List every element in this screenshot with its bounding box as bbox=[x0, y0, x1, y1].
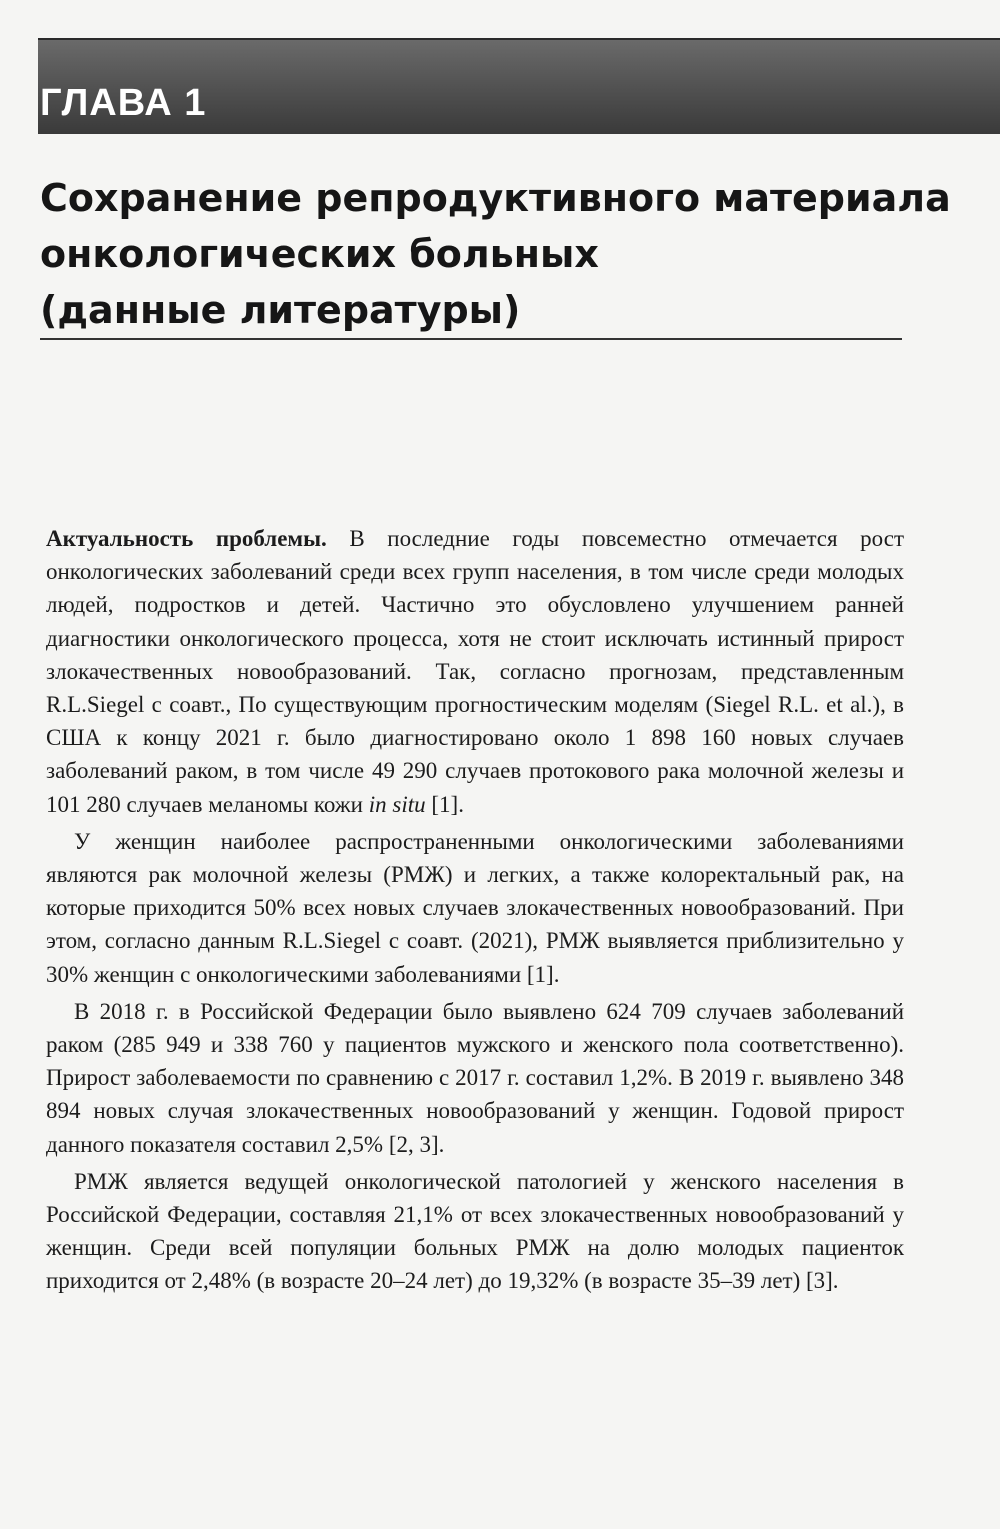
paragraph-1-text-a: В последние годы повсеместно отмечается рост онкологических заболеваний среди всех групп населения, в том числе среди молодых людей, подростков и детей. Частично это обусловлено улучшением ранней диагностики онкологического процесса, хотя не стоит исключать истинный прирост злокачественных новообразований. Так, согласно прогнозам, представленным R.L.Siegel с соавт., По существующим прогностическим моделям (Siegel R.L. et al.), в США к концу 2021 г. было диагностировано около 1 898 160 новых случаев заболеваний раком, в том числе 49 290 случаев протокового рака молочной железы и 101 280 случаев меланомы кожи bbox=[46, 526, 904, 817]
paragraph-4: РМЖ является ведущей онкологической патологией у женского населения в Российской Федерации, составляя 21,1% от всех злокачественных новообразований у женщин. Среди всей популяции больных РМЖ на долю молодых пациенток приходится от 2,48% (в возрасте 20–24 лет) до 19,32% (в возрасте 35–39 лет) [3]. bbox=[46, 1168, 904, 1294]
paragraph-3: В 2018 г. в Российской Федерации было выявлено 624 709 случаев заболеваний раком (285 949 и 338 760 у пациентов мужского и женского пола соответственно). Прирост заболеваемости по сравнению с 2017 г. составил 1,2%. В 2019 г. выявлено 348 894 новых случая злокачественных новообразований у женщин. Годовой прирост данного показателя составил 2,5% [2, 3]. bbox=[46, 998, 904, 1157]
chapter-title-line-3: (данные литературы) bbox=[40, 288, 521, 332]
paragraph-1 bbox=[46, 522, 904, 821]
body-text bbox=[46, 522, 904, 1302]
paragraph-lead-heading: Актуальность проблемы. bbox=[46, 526, 327, 551]
paragraph-1-italic: in situ bbox=[368, 791, 426, 817]
chapter-title-line-1: Сохранение репродуктивного материала bbox=[40, 176, 951, 220]
title-divider bbox=[40, 338, 902, 340]
chapter-label: ГЛАВА 1 bbox=[40, 82, 207, 124]
chapter-title-line-2: онкологических больных bbox=[40, 232, 599, 276]
chapter-title bbox=[40, 170, 951, 338]
paragraph-1-text-b: [1]. bbox=[425, 791, 464, 817]
paragraph-2: У женщин наиболее распространенными онкологическими заболеваниями являются рак молочной железы (РМЖ) и легких, а также колоректальный рак, на которые приходится 50% всех новых случаев злокачественных новообразований. При этом, согласно данным R.L.Siegel с соавт. (2021), РМЖ выявляется приблизительно у 30% женщин с онкологическими заболеваниями [1]. bbox=[46, 828, 904, 987]
